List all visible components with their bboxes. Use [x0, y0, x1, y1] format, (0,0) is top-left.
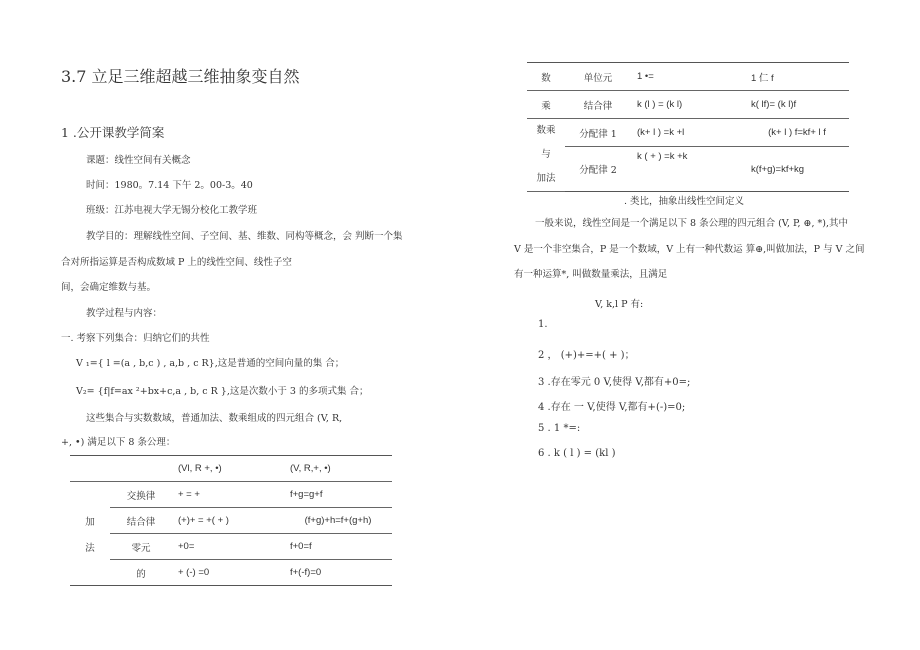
table-row — [70, 560, 392, 586]
row-cell: (f+g)+h=f+(g+h) — [284, 508, 392, 534]
table-row — [70, 482, 392, 508]
table-row — [527, 91, 849, 119]
table-row — [527, 147, 849, 192]
lesson-topic: 课题：线性空间有关概念 — [86, 155, 191, 166]
row-cell: k (l ) = (k l) — [631, 91, 745, 119]
axiom-item: 2 ， (+)+=+( + )； — [538, 350, 635, 361]
group-label: 法 — [85, 542, 95, 554]
row-cell: k ( + ) =k +k — [637, 151, 688, 162]
axiom-item: 3 .存在零元 0 V,使得 V,都有+0=; — [538, 377, 691, 388]
definition-line-3: 有一种运算*, 叫做数量乘法，且满足 — [514, 269, 668, 280]
set-v2: V₂= {f|f=ax ²+bx+c,a , b, c R },这是次数小于 3 的多项式集 合； — [76, 386, 369, 397]
row-cell: +0= — [172, 534, 284, 560]
goal-line-2: 合对所指运算是否构成数域 P 上的线性空间、线性子空 — [61, 257, 292, 268]
analogy-caption: . 类比，抽象出线性空间定义 — [624, 196, 745, 207]
row-cell: 1 仁 f — [745, 63, 849, 91]
axiom-item: 5 . 1 *=: — [538, 423, 581, 434]
row-cell: k(f+g)=kf+kg — [751, 163, 805, 175]
lesson-class: 班级：江苏电视大学无锡分校化工教学班 — [86, 205, 258, 216]
lesson-time: 时间：1980。7.14 下午 2。00-3。40 — [86, 180, 253, 191]
group-label: 与 — [541, 149, 551, 160]
definition-line-2: V 是一个非空集合，P 是一个数域，V 上有一种代数运 算⊕,叫做加法，P 与 V 之间 — [514, 244, 865, 255]
header-cell: (V, R,+, •) — [284, 456, 392, 482]
table-header-row — [70, 456, 392, 482]
row-name: 的 — [136, 568, 146, 580]
row-cell: 1 •= — [631, 63, 745, 91]
combo-line-1: 这些集合与实数数域，普通加法、数乘组成的四元组合 (V, R, — [86, 413, 343, 424]
header-cell: (Vl, R +, •) — [172, 456, 284, 482]
row-name: 分配律 2 — [579, 165, 617, 176]
table-row — [70, 508, 392, 534]
row-name: 结合律 — [565, 91, 631, 119]
group-label: 乘 — [527, 91, 565, 119]
set-v1: V ₁={ l =(a , b,c ) , a,b , c R},这是普通的空间向量的集 合； — [76, 358, 345, 369]
row-name: 分配律 1 — [565, 119, 631, 147]
definition-line-1: 一般来说，线性空间是一个满足以下 8 条公理的四元组合 (V, P, ⊕, *),其中 — [535, 218, 849, 229]
goal-line-1: 教学目的：理解线性空间、子空间、基、维数、同构等概念，会 判断一个集 — [86, 231, 403, 242]
goal-line-3: 间，会确定维数与基。 — [61, 282, 157, 293]
row-name: 零元 — [110, 534, 172, 560]
row-cell: (+)+ = +( + ) — [172, 508, 284, 534]
row-cell: f+0=f — [284, 534, 392, 560]
row-name: 交换律 — [110, 482, 172, 508]
quantifier-line: V, k,l P 有: — [595, 299, 644, 310]
row-cell: (k+ l ) =k +l — [631, 119, 745, 147]
axiom-item: 1. — [538, 319, 548, 330]
row-cell: f+(-f)=0 — [290, 567, 322, 578]
axioms-table-left — [70, 455, 392, 586]
group-label: 数乘 — [536, 125, 556, 136]
row-name: 结合律 — [110, 508, 172, 534]
row-cell: + (-) =0 — [178, 567, 210, 578]
table-row — [527, 63, 849, 91]
table-row — [70, 534, 392, 560]
process-heading: 教学过程与内容： — [86, 308, 163, 319]
row-cell: (k+ l ) f=kf+ l f — [745, 119, 849, 147]
section-heading: 1 .公开课教学简案 — [61, 125, 165, 140]
row-cell: k( lf)= (k l)f — [745, 91, 849, 119]
group-label: 加法 — [536, 173, 556, 184]
axiom-item: 4 .存在 一 V,使得 V,都有+(-)=0; — [538, 402, 686, 413]
row-cell: f+g=g+f — [284, 482, 392, 508]
row-name: 单位元 — [565, 63, 631, 91]
axioms-table-right — [527, 62, 849, 192]
part-one-heading: 一. 考察下列集合：归纳它们的共性 — [61, 333, 210, 344]
table-row — [527, 119, 849, 147]
group-label: 数 — [527, 63, 565, 91]
row-cell: + = + — [172, 482, 284, 508]
group-label: 加 — [85, 516, 95, 528]
combo-line-2: +, •) 满足以下 8 条公理： — [61, 437, 176, 448]
page-title: 3.7 立足三维超越三维抽象变自然 — [61, 67, 300, 86]
axiom-item: 6 . k ( l ) = (kl ) — [538, 448, 616, 459]
